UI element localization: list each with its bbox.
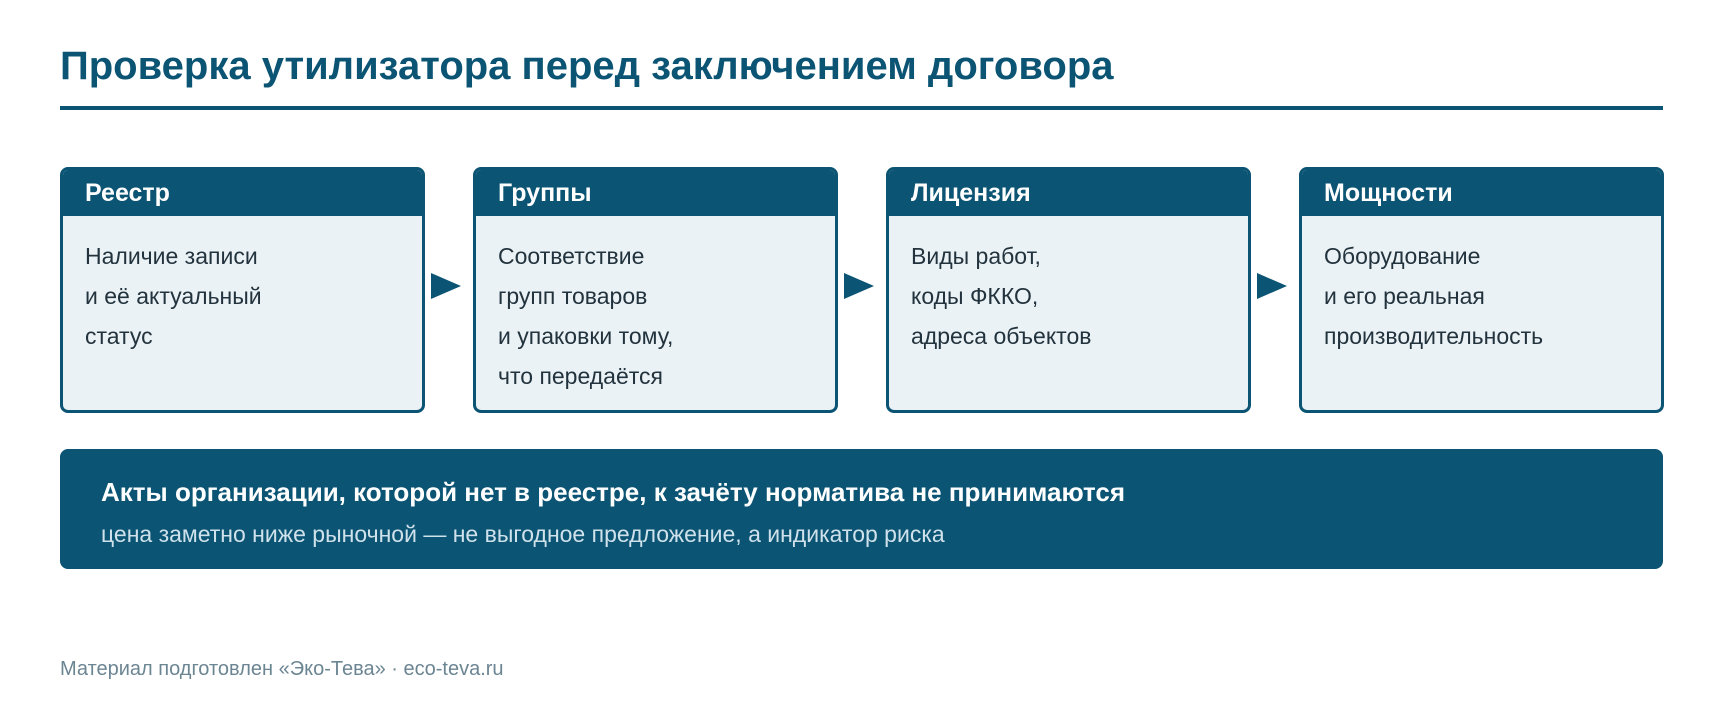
step-text-line: и её актуальный <box>85 283 262 309</box>
step-heading: Группы <box>476 170 835 216</box>
arrow-right-icon <box>1257 273 1287 299</box>
step-heading: Лицензия <box>889 170 1248 216</box>
step-text-line: что передаётся <box>498 363 663 389</box>
step-card-license <box>886 167 1251 413</box>
step-text-line: групп товаров <box>498 283 648 309</box>
step-text-line: коды ФККО, <box>911 283 1039 309</box>
step-text-line: Соответствие <box>498 243 645 269</box>
step-text-line: и его реальная <box>1324 283 1485 309</box>
step-text-line: Виды работ, <box>911 243 1041 269</box>
arrow-right-icon <box>844 273 874 299</box>
step-text-line: Оборудование <box>1324 243 1481 269</box>
step-card-groups <box>473 167 838 413</box>
step-card-registry <box>60 167 425 413</box>
arrow-right-icon <box>431 273 461 299</box>
step-text-line: адреса объектов <box>911 323 1092 349</box>
step-description <box>1302 216 1661 356</box>
step-description <box>63 216 422 356</box>
step-description <box>476 216 835 396</box>
page-title: Проверка утилизатора перед заключением договора <box>60 44 1114 88</box>
step-text-line: статус <box>85 323 153 349</box>
title-divider <box>60 106 1663 110</box>
step-heading: Мощности <box>1302 170 1661 216</box>
warning-note: цена заметно ниже рыночной — не выгодное предложение, а индикатор риска <box>101 521 945 547</box>
step-text-line: Наличие записи <box>85 243 258 269</box>
step-heading: Реестр <box>63 170 422 216</box>
step-card-capacity <box>1299 167 1664 413</box>
warning-headline: Акты организации, которой нет в реестре, к зачёту норматива не принимаются <box>101 477 1126 507</box>
step-description <box>889 216 1248 356</box>
step-text-line: производительность <box>1324 323 1544 349</box>
footer-credit: Материал подготовлен «Эко-Тева» · eco-teva.ru <box>60 658 504 680</box>
process-flow <box>60 167 1660 411</box>
step-text-line: и упаковки тому, <box>498 323 674 349</box>
warning-banner <box>60 449 1663 569</box>
